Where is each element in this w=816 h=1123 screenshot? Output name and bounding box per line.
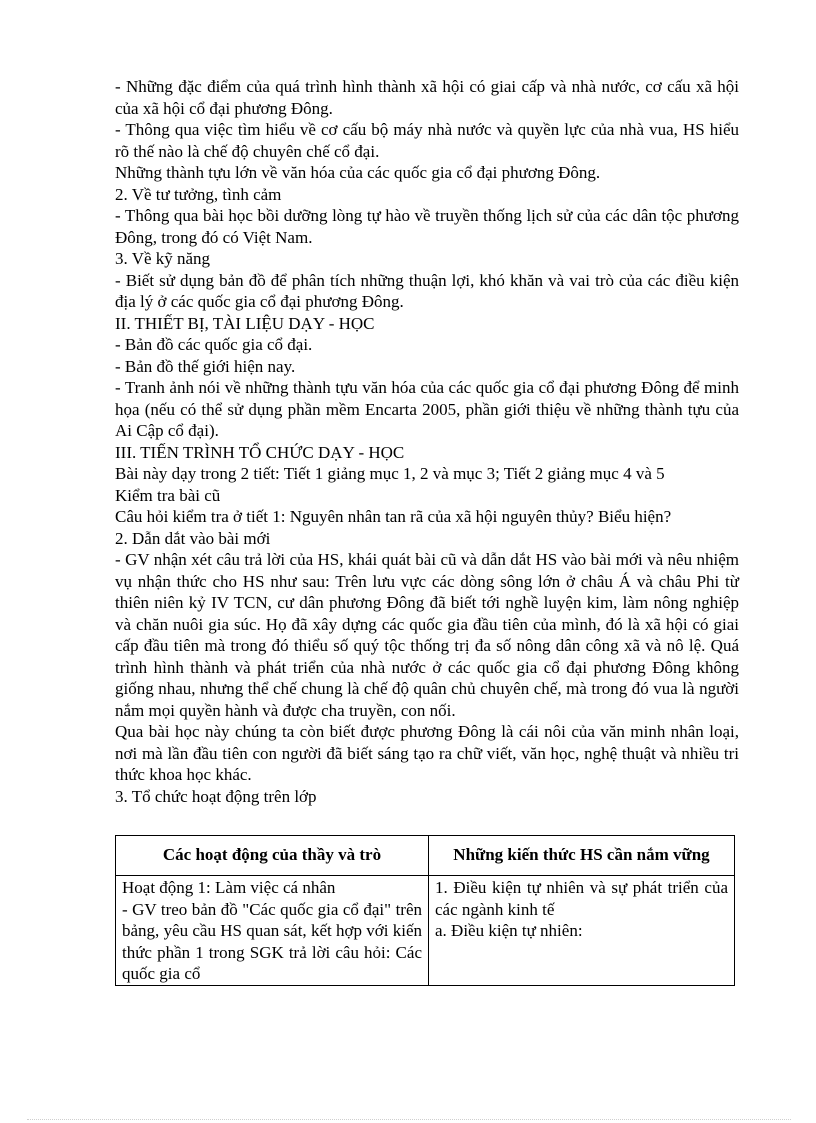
- knowledge-subheading: a. Điều kiện tự nhiên:: [435, 921, 583, 940]
- list-item-ancient-map: - Bản đồ các quốc gia cổ đại.: [115, 335, 313, 354]
- page-bottom-divider: [27, 1119, 791, 1120]
- activity-table-wrapper: [115, 835, 739, 986]
- table-cell-activities: [116, 876, 429, 986]
- heading-class-activities: 3. Tổ chức hoạt động trên lớp: [115, 786, 317, 806]
- paragraph-review-question: Câu hỏi kiểm tra ở tiết 1: Nguyên nhân tan rã của xã hội nguyên thủy? Biểu hiện?: [115, 507, 672, 526]
- paragraph-culture: Những thành tựu lớn về văn hóa của các quốc gia cổ đại phương Đông.: [115, 163, 601, 182]
- list-item-world-map: - Bản đồ thế giới hiện nay.: [115, 356, 296, 376]
- heading-ideology: 2. Về tư tưởng, tình cảm: [115, 184, 282, 204]
- paragraph-pride: - Thông qua bài học bồi dưỡng lòng tự hào về truyền thống lịch sử của các dân tộc phương Đông, trong đó có Việt Nam.: [115, 206, 739, 247]
- table-header-knowledge: Những kiến thức HS cần nắm vững: [429, 836, 735, 876]
- heading-equipment: II. THIẾT BỊ, TÀI LIỆU DẠY - HỌC: [115, 313, 375, 333]
- list-item-pictures: - Tranh ảnh nói về những thành tựu văn hóa của các quốc gia cổ đại phương Đông để minh họa (nếu có thể sử dụng phần mềm Encarta 2005, phần giới thiệu về những thành tựu của Ai Cập cổ đại).: [115, 378, 739, 440]
- paragraph-introduction: - GV nhận xét câu trả lời của HS, khái quát bài cũ và dẫn dắt HS vào bài mới và nêu nhiệm vụ nhận thức cho HS như sau: Trên lưu vực các dòng sông lớn ở châu Á và châu Phi từ thiên niên kỷ IV TCN, cư dân phương Đông đã biết tới nghề luyện kim, làm nông nghiệp và chăn nuôi gia súc. Họ đã xây dựng các quốc gia đầu tiên của mình, đó là xã hội có giai cấp đầu tiên mà trong đó thiểu số quý tộc thống trị đa số nông dân công xã và nô lệ. Quá trình hình thành và phát triển của nhà nước ở các quốc gia cổ đại phương Đông không giống nhau, nhưng thể chế chung là chế độ quân chủ chuyên chế, mà trong đó vua là người nắm mọi quyền hành và được cha truyền, con nối.: [115, 550, 739, 720]
- paragraph-state-apparatus: - Thông qua việc tìm hiểu về cơ cấu bộ máy nhà nước và quyền lực của nhà vua, HS hiểu rõ thế nào là chế độ chuyên chế cổ đại.: [115, 120, 739, 161]
- paragraph-map-skills: - Biết sử dụng bản đồ để phân tích những thuận lợi, khó khăn và vai trò của các điều kiện địa lý ở các quốc gia cổ đại phương Đông.: [115, 270, 739, 311]
- heading-review: Kiểm tra bài cũ: [115, 485, 221, 505]
- heading-skills: 3. Về kỹ năng: [115, 249, 211, 268]
- heading-procedure: III. TIẾN TRÌNH TỔ CHỨC DẠY - HỌC: [115, 442, 405, 462]
- table-row: [116, 876, 735, 986]
- activity-table: [115, 835, 735, 986]
- activity-title: Hoạt động 1: Làm việc cá nhân: [122, 878, 336, 897]
- table-cell-knowledge: [429, 876, 735, 986]
- paragraph-civilization: Qua bài học này chúng ta còn biết được phương Đông là cái nôi của văn minh nhân loại, nơi mà lần đầu tiên con người đã biết sáng tạo ra chữ viết, văn học, nghệ thuật và nhiều tri thức khoa học khác.: [115, 722, 739, 784]
- table-header-activities: Các hoạt động của thầy và trò: [116, 836, 429, 876]
- activity-description: - GV treo bản đồ "Các quốc gia cổ đại" trên bảng, yêu cầu HS quan sát, kết hợp với kiến thức phần 1 trong SGK trả lời câu hỏi: Các quốc gia cổ: [122, 899, 422, 983]
- paragraph-lesson-plan: Bài này dạy trong 2 tiết: Tiết 1 giảng mục 1, 2 và mục 3; Tiết 2 giảng mục 4 và 5: [115, 464, 665, 483]
- knowledge-heading: 1. Điều kiện tự nhiên và sự phát triển của các ngành kinh tế: [435, 878, 728, 919]
- table-header-row: [116, 836, 735, 876]
- document-page: [115, 76, 739, 986]
- paragraph-features: - Những đặc điểm của quá trình hình thành xã hội có giai cấp và nhà nước, cơ cấu xã hội của xã hội cổ đại phương Đông.: [115, 77, 739, 118]
- heading-introduction: 2. Dẫn dắt vào bài mới: [115, 528, 271, 548]
